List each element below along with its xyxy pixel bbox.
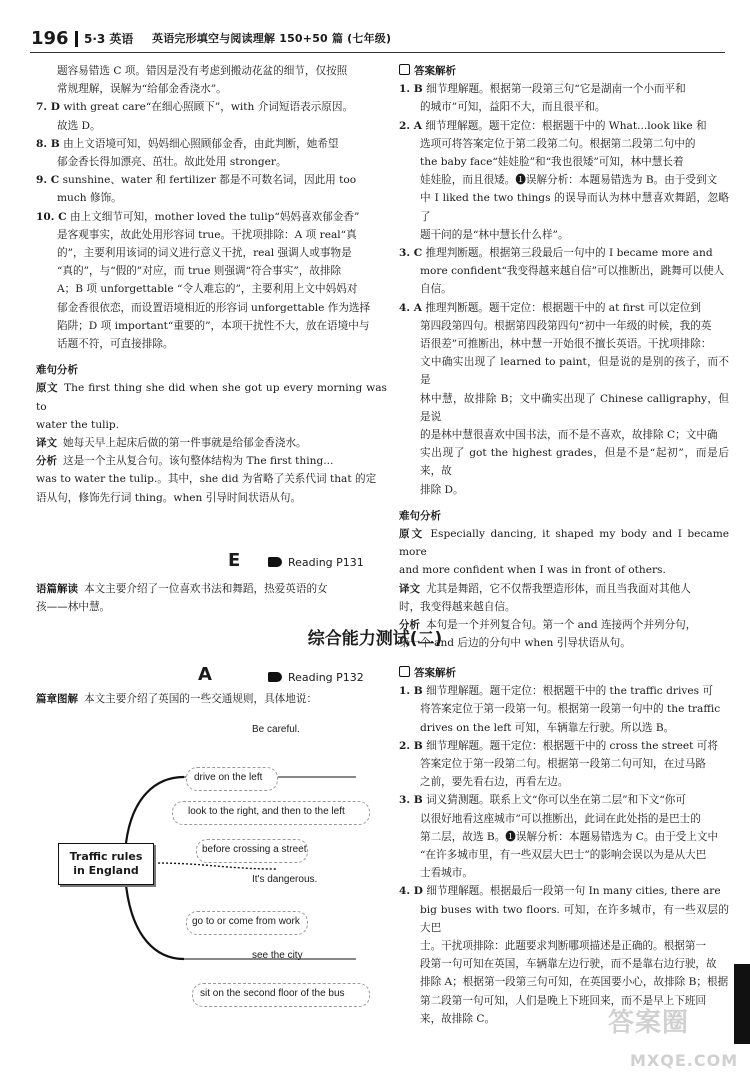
page-number: 196	[31, 28, 69, 49]
reading-ref-a: Reading P132	[268, 669, 364, 687]
translation: 译文 她每天早上起床后做的第一件事就是给郁金香浇水。	[36, 437, 307, 450]
answer-icon	[399, 64, 410, 75]
page-header	[0, 28, 750, 50]
left-column: 题容易错选 C 项。错因是没有考虑到搬动花盆的细节，仅按照 常规理解，误解为“给郁金香浇水”。 7. D with great care“在细心照顾下”，with 介词短语表示原因。 故选 D。 8. B 由上文语境可知，妈妈细心照顾郁金香，由此判断，她希望 郁金香长得加漂亮、茁壮。故此处用 stronger。 9. C sunshine、water 和 fertilizer 都是不可数名词，因此用 too much 修饰。 10. C 由上文细节可知，mother loved the tulip“妈妈喜欢郁金香” 是客观事实，故此处用形容词 true。干扰项排除：A 项 real“真 的”，主要利用该词的词义进行意义干扰，real 强调人或事物是 “真的”，与“假的”对应，而 true 则强调“符合事实”，故排除 A；B 项 unforgettable “令人难忘的”，主要利用上文中妈妈对 郁金香很依恋，而设置语境相近的形容词 unforgettable 作为选择 陷阱；D 项 important“重要的”，本项干扰性不大，放在语境中与 话题不符，可直接排除。 难句分析 原文 The first thing she did when she got up every morning was to water the tulip. 译文 她每天早上起床后做的第一件事就是给郁金香浇水。 分析 这是一个主从复合句。该句整体结构为 The first thing... was to water the tulip.。其中，she did 为省略了关系代词 that 的定 语从句，修饰先行词 thing。when 引导时间状语从句。	[36, 62, 387, 507]
answer-item-2: 2. A 细节理解题。题干定位：根据题干中的 What...look like 和	[399, 119, 707, 132]
answer-item-7: 7. D with great care“在细心照顾下”，with 介词短语表示原因。	[36, 101, 354, 114]
page-edge-tab	[734, 964, 750, 1044]
right-column: 答案解析 1. B 细节理解题。根据第一段第三句“它是湖南一个小而平和 的城市”可知，益阳不大，而且很平和。 2. A 细节理解题。题干定位：根据题干中的 What...look like 和 选项可将答案定位于第二段第二句。根据第二段第二句中的 the baby face“娃娃脸”和“我也很矮”可知，林中慧长着 娃娃脸，而且很矮。❶误解分析：本题易错选为 B。由于受到文 中 I liked the two things 的误导而认为林中慧喜欢舞蹈，忽略了 题干问的是“林中慧长什么样”。 3. C 推理判断题。根据第三段最后一句中的 I became more and more confident“我变得越来越自信”可以推断出，跳舞可以使人 自信。 4. A 推理判断题。题干定位：根据题干中的 at first 可以定位到 第四段第四句。根据第四段第四句“初中一年级的时候，我的英 语很差”可推断出，林中慧一开始很不擅长英语。干扰项排除： 文中确实出现了 learned to paint，但是说的是别的孩子，而不是 林中慧，故排除 B；文中确实出现了 Chinese calligraphy，但是说 的是林中慧很喜欢中国书法，而不是不喜欢，故排除 C；文中确 实出现了 got the highest grades，但是不是“起初”，而是后来，故 排除 D。 难句分析 原文 Especially dancing, it shaped my body and I became more and more confident when I was in front of others. 译文 尤其是舞蹈，它不仅帮我塑造形体，而且当我面对其他人 时，我变得越来越自信。 分析 本句是一个并列复合句。第一个 and 连接两个并列分句， 第一个 and 后边的分句中 when 引导状语从句。	[399, 62, 729, 653]
reading-ref-e: Reading P131	[268, 554, 364, 572]
answer-analysis-title: 答案解析	[399, 62, 729, 80]
original-sentence-right: 原文 Especially dancing, it shaped my body and I became more	[399, 528, 730, 559]
mindmap-node: drive on the left	[194, 772, 263, 783]
answer-item-1: 1. B 细节理解题。根据第一段第三句“它是湖南一个小而平和	[399, 83, 686, 96]
translation-right: 译文 尤其是舞蹈，它不仅帮我塑造形体，而且当我面对其他人	[399, 582, 691, 595]
watermark-url: MXQE.COM	[630, 1051, 739, 1070]
test-answer-3: 3. B 词义猜测题。联系上文“你可以坐在第二层”和下文“你可	[399, 794, 686, 807]
para-continued: 题容易错选 C 项。错因是没有考虑到搬动花盆的细节，仅按照 常规理解，误解为“给郁金香浇水”。	[57, 65, 348, 96]
watermark-logo: 答案圈	[608, 1008, 690, 1038]
mindmap-node: go to or come from work	[192, 916, 300, 927]
mindmap-node: It's dangerous.	[252, 874, 318, 885]
pointing-hand-icon	[268, 672, 282, 682]
traffic-rules-mindmap	[36, 724, 382, 1033]
mindmap-node: Be careful.	[252, 724, 300, 735]
section-letter-a: A	[198, 664, 212, 685]
mindmap-node: sit on the second floor of the bus	[200, 988, 345, 999]
mindmap-node: look to the right, and then to the left	[188, 806, 345, 817]
test-answer-2: 2. B 细节理解题。题干定位：根据题干中的 cross the street 可将	[399, 739, 718, 752]
test-heading: 综合能力测试(二)	[307, 629, 443, 649]
test-answers-column: 答案解析 1. B 细节理解题。题干定位：根据题干中的 the traffic drives 可 将答案定位于第一段第一句。根据第一段第一句中的 the traffic drives on the left 可知，车辆靠左行驶。所以选 B。 2. B 细节理解题。题干定位：根据题干中的 cross the street 可将 答案定位于第一段第二句。根据第一段第二句可知，在过马路 之前，要先看右边，再看左边。 3. B 词义猜测题。联系上文“你可以坐在第二层”和下文“你可 以很好地看这座城市”可以推断出，此词在此处指的是巴士的 第二层，故选 B。❶误解分析：本题易错选为 C。由于受上文中 “在许多城市里，有一些双层大巴士”的影响会误以为是从大巴 士看城市。 4. D 细节理解题。根据最后一段第一句 In many cities, there are big buses with two floors. 可知，在许多城市，有一些双层的大巴 士。干扰项排除：此题要求判断哪项描述是正确的。根据第一 段第一句可知在英国，车辆靠左边行驶，而不是靠右边行驶，故 排除 A；根据第一段第三句可知，在英国要小心，故排除 B；根据 第二段第一句可知，人们是晚上下班回来，而不是早上下班回 来，故排除 C。	[399, 664, 729, 1028]
discourse-summary: 语篇解读 本文主要介绍了一位喜欢书法和舞蹈，热爱英语的女 孩——林中慧。	[36, 583, 328, 614]
answer-item-9: 9. C sunshine、water 和 fertilizer 都是不可数名词，因此用 too	[36, 174, 357, 187]
mindmap-center: Traffic rules in England	[58, 843, 154, 885]
mindmap-node: see the city	[252, 950, 303, 961]
hard-sentence-title-right: 难句分析	[399, 509, 441, 522]
analysis: 分析 这是一个主从复合句。该句整体结构为 The first thing...	[36, 455, 334, 468]
answer-item-4: 4. A 推理判断题。题干定位：根据题干中的 at first 可以定位到	[399, 301, 701, 314]
answer-icon	[399, 666, 410, 677]
mindmap-node: before crossing a street	[202, 844, 307, 855]
answer-item-8: 8. B 由上文语境可知，妈妈细心照顾郁金香，由此判断，她希望	[36, 137, 339, 150]
answer-item-10: 10. C 由上文细节可知，mother loved the tulip“妈妈喜欢郁金香”	[36, 210, 360, 223]
test-answer-4: 4. D 细节理解题。根据最后一段第一句 In many cities, there are	[399, 885, 721, 898]
section-letter-e: E	[228, 550, 241, 571]
answer-item-3: 3. C 推理判断题。根据第三段最后一句中的 I became more and	[399, 247, 713, 260]
hard-sentence-title: 难句分析	[36, 364, 78, 377]
header-divider	[75, 31, 78, 47]
book-title: 英语完形填空与阅读理解 150+50 篇 (七年级)	[152, 32, 392, 45]
analysis-right: 分析 本句是一个并列复合句。第一个 and 连接两个并列分句，	[399, 619, 697, 632]
passage-diagram-intro: 篇章图解 本文主要介绍了英国的一些交通规则，具体地说：	[36, 693, 318, 705]
original-sentence: 原文 The first thing she did when she got up every morning was to	[36, 382, 387, 413]
test-answer-1: 1. B 细节理解题。题干定位：根据题干中的 the traffic drives 可	[399, 685, 713, 698]
pointing-hand-icon	[268, 557, 282, 567]
book-brand: 5·3 英语	[84, 32, 134, 46]
answer-analysis-title-2: 答案解析	[399, 664, 729, 682]
header-rule	[30, 52, 725, 53]
answer-item-10-body: 是客观事实，故此处用形容词 true。干扰项排除：A 项 real“真 的”，主要利用该词的词义进行意义干扰，real 强调人或事物是 “真的”，与“假的”对应，而 true 则强调“符合事实”，故排除 A；B 项 unforgettable “令人难忘的”，主要利用上文中妈妈对 郁金香很依恋，而设置语境相近的形容词 unforgettable 作为选择 陷阱；D 项 important“重要的”，本项干扰性不大，放在语境中与 话题不符，可直接排除。	[57, 228, 371, 351]
